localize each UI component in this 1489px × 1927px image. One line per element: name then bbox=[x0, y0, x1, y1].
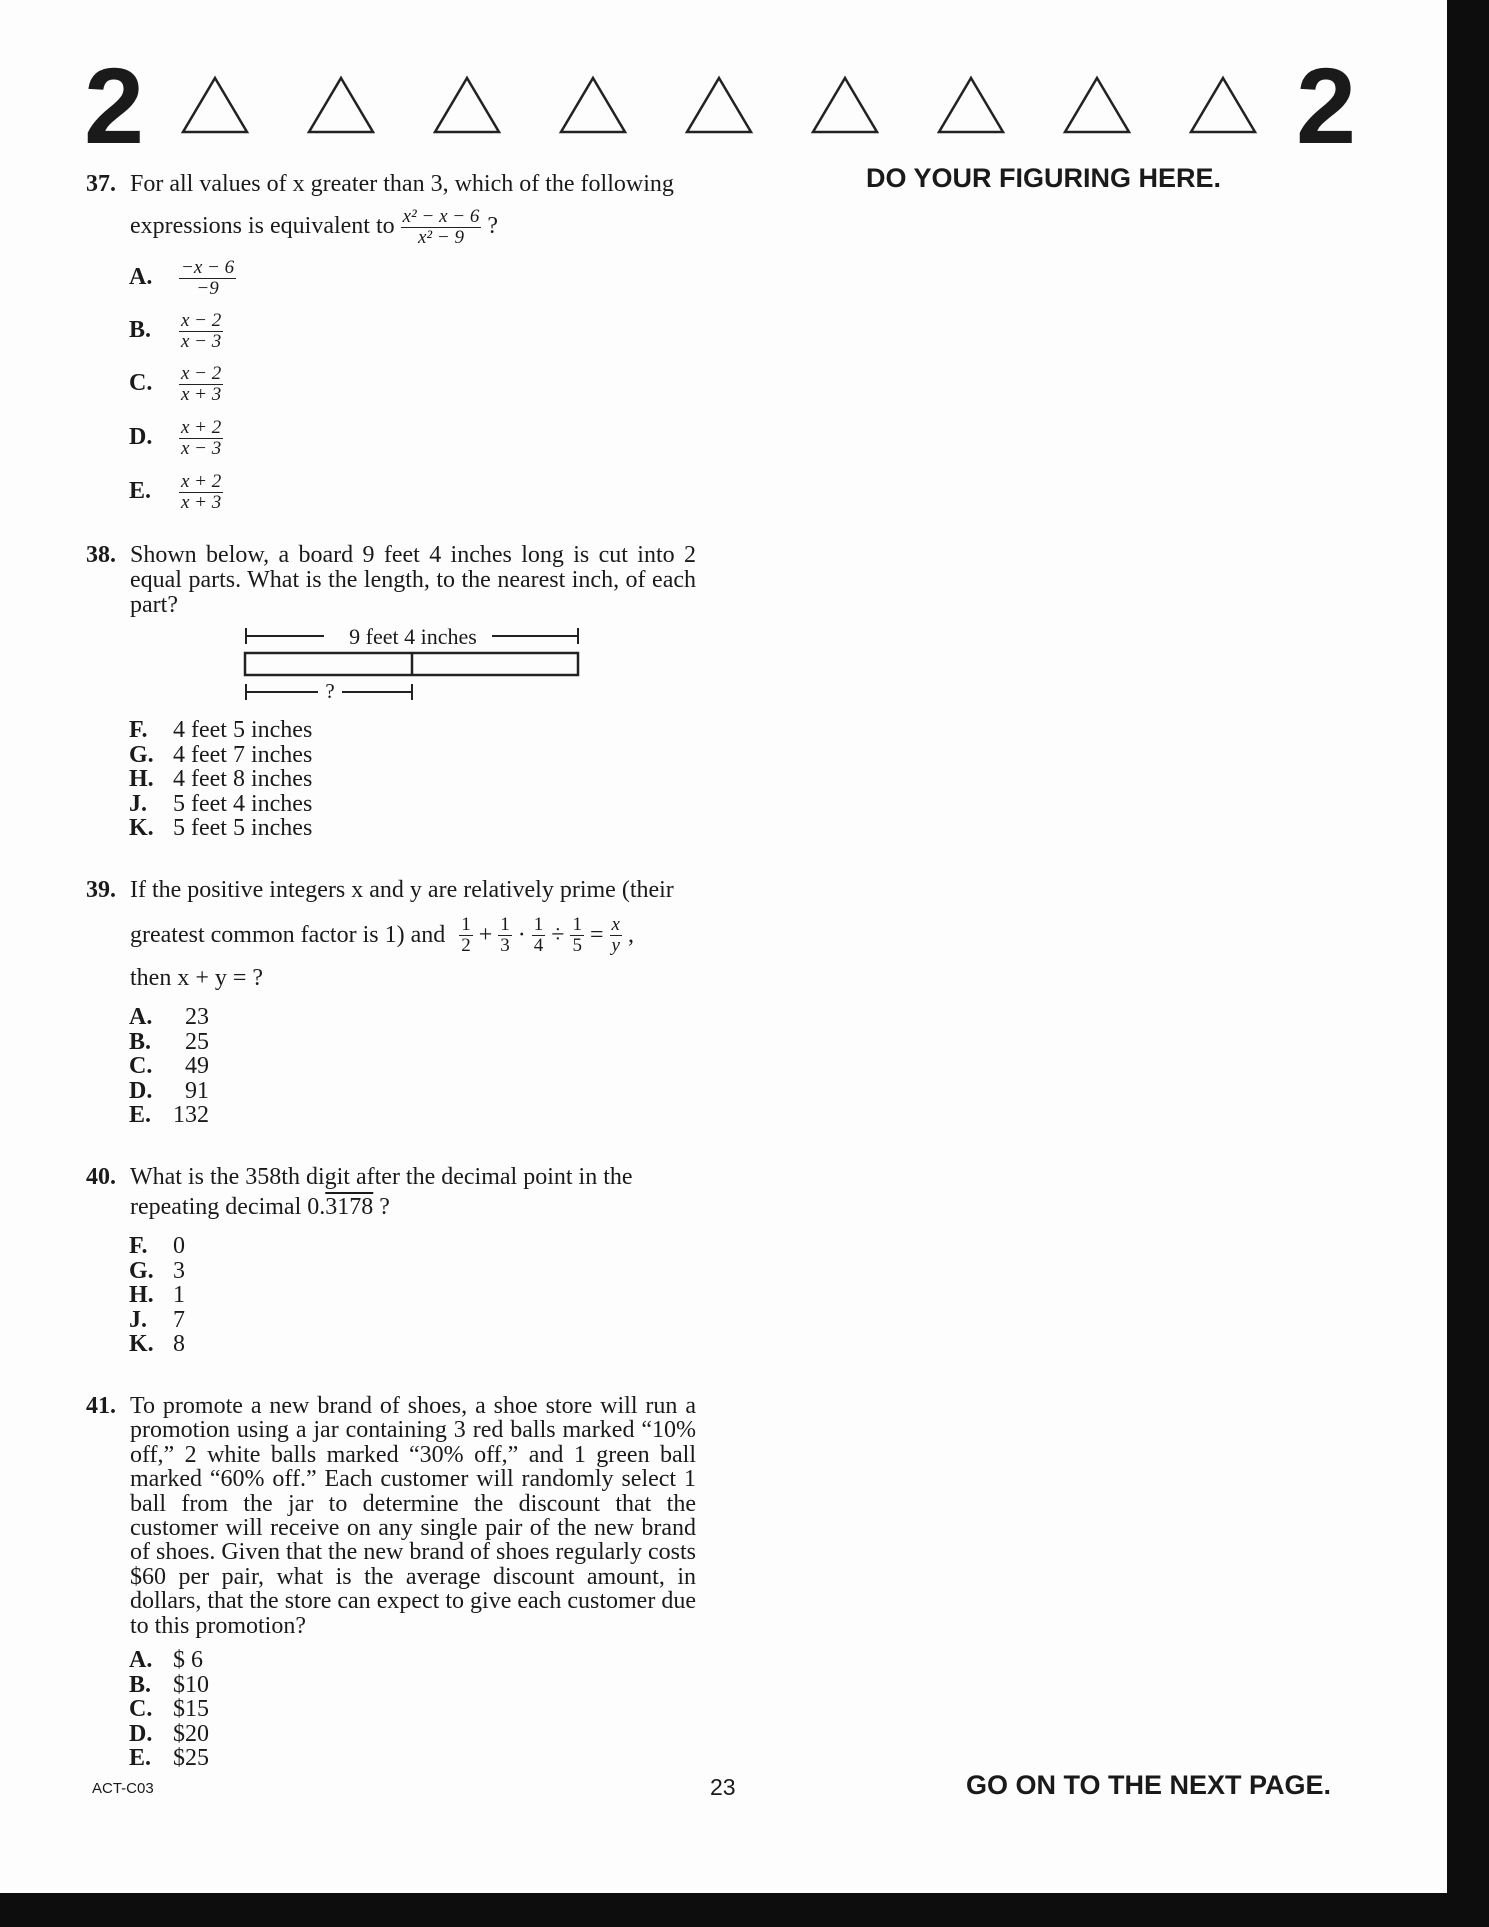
answer-choice-d[interactable]: D. $\frac{x + 2}{x - 3}$ bbox=[129, 417, 222, 459]
next-page-label: GO ON TO THE NEXT PAGE. bbox=[966, 1770, 1332, 1800]
answer-choice-h[interactable]: H. 1 bbox=[129, 1282, 185, 1308]
answer-choice-a[interactable]: A. $ 6 bbox=[129, 1647, 203, 1673]
answer-choice-e[interactable]: E. 132 bbox=[129, 1102, 209, 1128]
question-text: For all values of x greater than 3, which of the following bbox=[130, 171, 674, 197]
question-38 bbox=[86, 543, 696, 623]
question-37: 37. For all values of x greater than 3, which of the following expressions is equivalent to $\frac{\text{x² − x − 6}}{\text{x² − 9}}$ ? bbox=[86, 172, 696, 262]
scan-border-right bbox=[1447, 0, 1489, 1927]
question-number: 37. bbox=[86, 171, 116, 197]
answer-choice-c[interactable]: C. $15 bbox=[129, 1696, 209, 1722]
answer-choice-c[interactable]: C. 49 bbox=[129, 1053, 209, 1079]
equation: $\frac{1}{2}$ + $\frac{1}{3}$ · $\frac{1}{4}$ ÷ $\frac{1}{5}$ = $\frac{x}{y}$ , bbox=[461, 914, 634, 956]
question-number: 41. bbox=[86, 1393, 116, 1419]
triangle-icon bbox=[684, 74, 754, 136]
repeating-digits: 3178 bbox=[325, 1194, 374, 1220]
answer-choice-j[interactable]: J. 5 feet 4 inches bbox=[129, 790, 313, 817]
question-text: Shown below, a board 9 feet 4 inches long is cut into 2 equal parts. What is the length, to the nearest inch, of each part? bbox=[130, 542, 696, 618]
question-text: expressions is equivalent to bbox=[130, 213, 395, 240]
answer-choice-h[interactable]: H. 4 feet 8 inches bbox=[129, 766, 313, 792]
board-length-label: 9 feet 4 inches bbox=[349, 624, 477, 649]
answer-choice-b[interactable]: B. $10 bbox=[129, 1671, 209, 1698]
question-number: 39. bbox=[86, 877, 116, 903]
question-text: then x + y = ? bbox=[130, 965, 264, 991]
scan-border-bottom bbox=[0, 1893, 1489, 1927]
answer-choice-k[interactable]: K. 5 feet 5 inches bbox=[129, 815, 313, 841]
question-number: 38. bbox=[86, 542, 116, 568]
question-number: 40. bbox=[86, 1164, 116, 1190]
question-text: To promote a new brand of shoes, a shoe store will run a promotion using a jar containing 3 red balls marked “10% off,” 2 white balls marked “30% off,” and 1 green ball marked “60% off.” Each customer will randomly select 1 ball from the jar to determine the discount that the customer will receive on any single pair of the new brand of shoes. Given that the new brand of shoes regularly costs $60 per pair, what is the average discount amount, in dollars, that the store can expect to give each customer due to this promotion? bbox=[130, 1393, 696, 1639]
triangle-icon bbox=[1188, 74, 1258, 136]
page-number: 23 bbox=[710, 1774, 736, 1800]
form-code: ACT-C03 bbox=[92, 1780, 154, 1797]
section-number-left: 2 bbox=[84, 45, 145, 166]
triangle-icon bbox=[306, 74, 376, 136]
answer-choice-k[interactable]: K. 8 bbox=[129, 1331, 185, 1357]
answer-choice-b[interactable]: B. 25 bbox=[129, 1028, 209, 1055]
answer-choice-a[interactable]: A. 23 bbox=[129, 1004, 209, 1030]
triangle-icon bbox=[936, 74, 1006, 136]
question-text: If the positive integers x and y are relatively prime (their bbox=[130, 877, 674, 903]
triangle-icon bbox=[558, 74, 628, 136]
question-text: What is the 358th digit after the decimal point in the bbox=[130, 1164, 633, 1190]
answer-choice-d[interactable]: D. $20 bbox=[129, 1720, 209, 1747]
question-41 bbox=[86, 1394, 696, 1644]
answer-choice-d[interactable]: D. 91 bbox=[129, 1077, 209, 1104]
triangle-icon bbox=[1062, 74, 1132, 136]
expression-fraction: $\frac{\text{x² − x − 6}}{\text{x² − 9}}$ bbox=[402, 206, 480, 248]
answer-choice-e[interactable]: E. $25 bbox=[129, 1745, 209, 1771]
section-number-right: 2 bbox=[1296, 45, 1357, 166]
answer-choice-b[interactable]: B. $\frac{x - 2}{x - 3}$ bbox=[129, 310, 222, 352]
answer-choice-f[interactable]: F. 4 feet 5 inches bbox=[129, 717, 313, 743]
question-text: greatest common factor is 1) and bbox=[130, 922, 446, 948]
triangle-icon bbox=[810, 74, 880, 136]
answer-choice-g[interactable]: G. 4 feet 7 inches bbox=[129, 741, 313, 768]
part-length-label: ? bbox=[325, 679, 335, 702]
board-diagram bbox=[240, 620, 590, 702]
question-39 bbox=[86, 877, 696, 991]
answer-choice-a[interactable]: A. $\frac{-x - 6}{-9}$ bbox=[129, 257, 235, 299]
triangle-icon bbox=[432, 74, 502, 136]
answer-choice-c[interactable]: C. $\frac{x - 2}{x + 3}$ bbox=[129, 363, 222, 405]
figuring-label: DO YOUR FIGURING HERE. bbox=[866, 163, 1222, 193]
question-40: 40. What is the 358th digit after the decimal point in the repeating decimal 0.3178 ? bbox=[86, 1165, 696, 1225]
answer-choice-e[interactable]: E. $\frac{x + 2}{x + 3}$ bbox=[129, 471, 222, 513]
answer-choice-g[interactable]: G. 3 bbox=[129, 1257, 185, 1284]
triangle-icon bbox=[180, 74, 250, 136]
answer-choice-j[interactable]: J. 7 bbox=[129, 1306, 185, 1333]
answer-choice-f[interactable]: F. 0 bbox=[129, 1233, 185, 1259]
